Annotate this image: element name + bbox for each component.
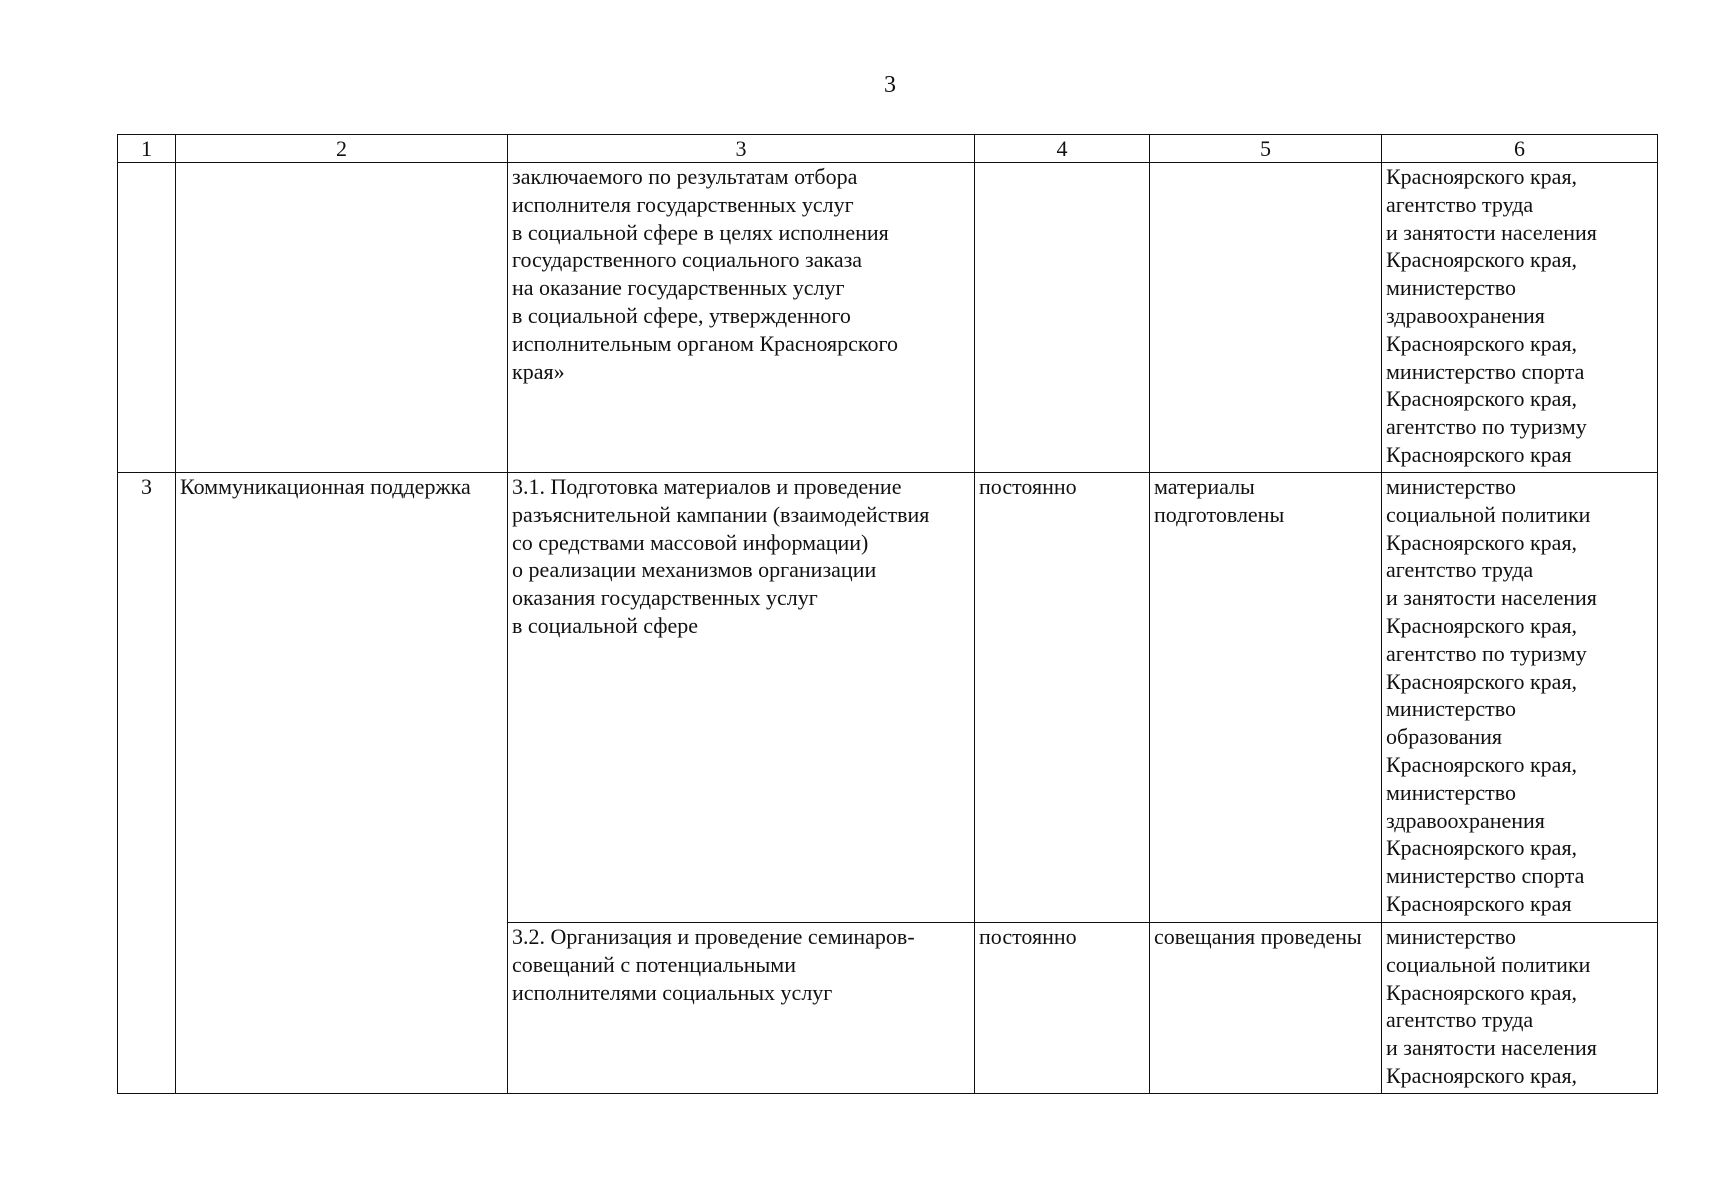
activity-cell [508, 473, 975, 923]
text-line: социальной политики [1386, 501, 1591, 527]
activity-cell [508, 923, 975, 1094]
row-number-cell: 3 [118, 473, 176, 1094]
text-line: в социальной сфере [512, 612, 699, 638]
text-line: совещаний с потенциальными [512, 951, 796, 977]
text-line: агентство по туризму [1386, 640, 1587, 666]
text-line: здравоохранения [1386, 302, 1545, 328]
text-line: Красноярского края, [1386, 247, 1578, 273]
activity-cell [508, 163, 975, 473]
text-line: со средствами массовой информации) [512, 529, 869, 555]
text-line: министерство [1386, 474, 1517, 499]
result-cell [1150, 923, 1382, 1094]
text-line: Красноярского края, [1386, 751, 1578, 777]
text-line: агентство труда [1386, 557, 1534, 583]
result-cell [1150, 163, 1382, 473]
text-line: Красноярского края, [1386, 668, 1578, 694]
text-line: Красноярского края, [1386, 1062, 1578, 1088]
text-line: заключаемого по результатам отбора [512, 164, 858, 189]
table-row-3-1 [118, 473, 1658, 923]
text-line: министерство [1386, 924, 1517, 949]
text-line: совещания проведены [1154, 924, 1362, 949]
text-line: здравоохранения [1386, 807, 1545, 833]
text-line: материалы [1154, 474, 1255, 499]
activity-text [512, 923, 970, 1006]
text-line: Красноярского края, [1386, 612, 1578, 638]
direction-text [180, 473, 503, 501]
column-header-4: 4 [975, 135, 1150, 163]
direction-cell [176, 163, 508, 473]
text-line: исполнительным органом Красноярского [512, 330, 898, 356]
text-line: края» [512, 358, 565, 384]
text-line: подготовлены [1154, 501, 1285, 527]
text-line: 3.1. Подготовка материалов и проведение [512, 474, 902, 499]
responsible-cell [1382, 923, 1658, 1094]
text-line: агентство труда [1386, 1007, 1534, 1033]
text-line: Красноярского края [1386, 441, 1572, 467]
column-header-3: 3 [508, 135, 975, 163]
text-line: оказания государственных услуг [512, 585, 818, 611]
text-line: в социальной сфере, утвержденного [512, 302, 851, 328]
term-cell [975, 163, 1150, 473]
text-line: Коммуникационная поддержка [180, 474, 471, 499]
text-line: социальной политики [1386, 951, 1591, 977]
text-line: Красноярского края, [1386, 835, 1578, 861]
text-line: Красноярского края, [1386, 386, 1578, 412]
term-cell: постоянно [975, 473, 1150, 923]
result-text [1154, 923, 1377, 951]
text-line: исполнителями социальных услуг [512, 979, 833, 1005]
column-header-1: 1 [118, 135, 176, 163]
result-cell [1150, 473, 1382, 923]
text-line: Красноярского края, [1386, 330, 1578, 356]
responsible-text [1386, 923, 1653, 1090]
text-line: агентство труда [1386, 191, 1534, 217]
column-header-5: 5 [1150, 135, 1382, 163]
text-line: исполнителя государственных услуг [512, 191, 854, 217]
text-line: в социальной сфере в целях исполнения [512, 219, 889, 245]
text-line: министерство спорта [1386, 863, 1585, 889]
text-line: и занятости населения [1386, 585, 1597, 611]
text-line: на оказание государственных услуг [512, 275, 845, 301]
row-number-cell [118, 163, 176, 473]
text-line: образования [1386, 724, 1503, 750]
table-header-row [118, 135, 1658, 163]
term-cell: постоянно [975, 923, 1150, 1094]
activity-text [512, 163, 970, 385]
text-line: и занятости населения [1386, 219, 1597, 245]
text-line: Красноярского края, [1386, 979, 1578, 1005]
text-line: о реализации механизмов организации [512, 557, 877, 583]
activity-text [512, 473, 970, 640]
text-line: 3.2. Организация и проведение семинаров- [512, 924, 915, 949]
responsible-cell [1382, 473, 1658, 923]
text-line: министерство спорта [1386, 358, 1585, 384]
text-line: министерство [1386, 696, 1517, 722]
responsible-cell [1382, 163, 1658, 473]
text-line: Красноярского края, [1386, 164, 1578, 189]
text-line: Красноярского края [1386, 890, 1572, 916]
text-line: государственного социального заказа [512, 247, 863, 273]
measures-table [117, 134, 1658, 1094]
direction-cell [176, 473, 508, 1094]
page-number: 3 [884, 72, 896, 98]
column-header-6: 6 [1382, 135, 1658, 163]
text-line: и занятости населения [1386, 1035, 1597, 1061]
text-line: разъяснительной кампании (взаимодействия [512, 501, 930, 527]
table-row-continuation [118, 163, 1658, 473]
text-line: министерство [1386, 275, 1517, 301]
responsible-text [1386, 163, 1653, 469]
result-text [1154, 473, 1377, 529]
text-line: министерство [1386, 779, 1517, 805]
responsible-text [1386, 473, 1653, 918]
column-header-2: 2 [176, 135, 508, 163]
text-line: агентство по туризму [1386, 414, 1587, 440]
text-line: Красноярского края, [1386, 529, 1578, 555]
